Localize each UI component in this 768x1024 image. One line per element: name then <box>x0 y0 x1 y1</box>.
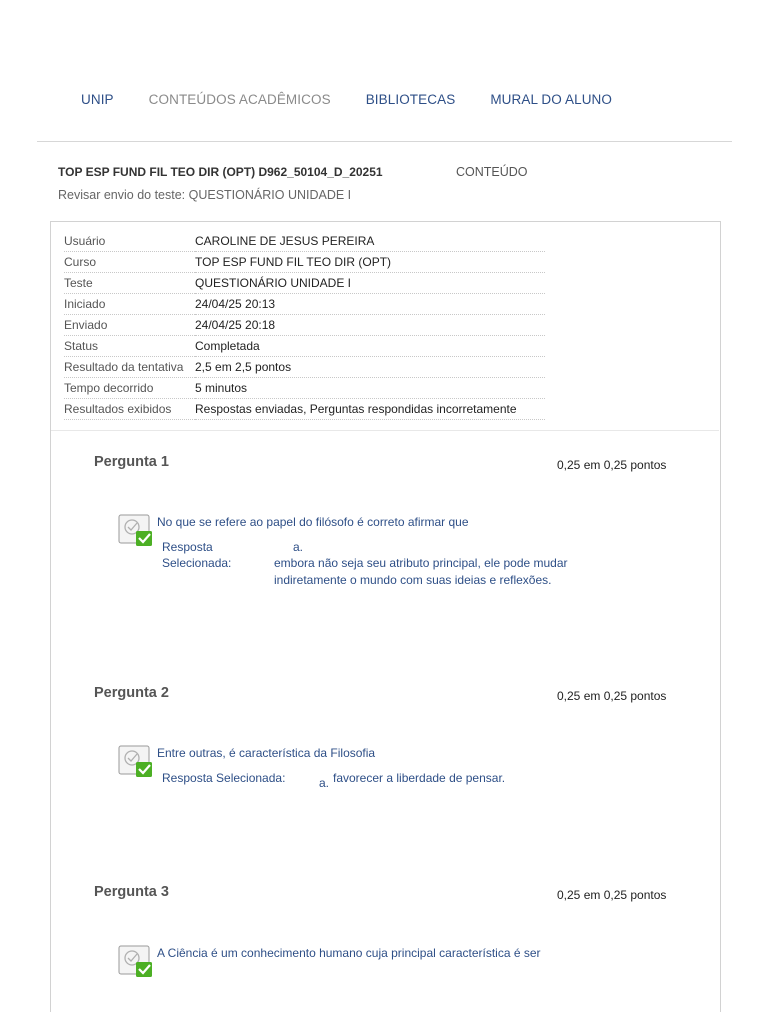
info-row <box>64 273 545 294</box>
info-row <box>64 336 545 357</box>
info-label: Tempo decorrido <box>64 378 195 399</box>
question-1-score: 0,25 em 0,25 pontos <box>557 458 667 472</box>
info-label: Curso <box>64 252 195 273</box>
info-value: Completada <box>195 336 545 357</box>
nav-bibliotecas[interactable]: BIBLIOTECAS <box>365 92 456 107</box>
info-label: Teste <box>64 273 195 294</box>
correct-answer-icon <box>118 514 152 546</box>
question-2-score: 0,25 em 0,25 pontos <box>557 689 667 703</box>
panel-divider <box>51 430 719 431</box>
info-value: QUESTIONÁRIO UNIDADE I <box>195 273 545 294</box>
question-2-title: Pergunta 2 <box>94 685 169 701</box>
info-row <box>64 315 545 336</box>
info-label: Usuário <box>64 231 195 252</box>
info-label: Iniciado <box>64 294 195 315</box>
answer-text: favorecer a liberdade de pensar. <box>333 771 506 785</box>
answer-label: Resposta <box>162 540 213 554</box>
info-value: 24/04/25 20:18 <box>195 315 545 336</box>
answer-letter: a. <box>293 540 304 554</box>
attempt-info-table <box>64 231 545 420</box>
question-1-title: Pergunta 1 <box>94 454 169 470</box>
info-value: 2,5 em 2,5 pontos <box>195 357 545 378</box>
answer-letter: a. <box>319 776 330 790</box>
course-title[interactable]: TOP ESP FUND FIL TEO DIR (OPT) D962_50104_D_20251 <box>58 165 383 179</box>
question-2-text: Entre outras, é característica da Filosofia <box>157 746 376 760</box>
nav-divider <box>37 141 732 142</box>
info-value: 24/04/25 20:13 <box>195 294 545 315</box>
correct-answer-icon <box>118 945 152 977</box>
info-label: Enviado <box>64 315 195 336</box>
page-breadcrumb: Revisar envio do teste: QUESTIONÁRIO UNIDADE I <box>58 188 352 202</box>
conteudo-link[interactable]: CONTEÚDO <box>456 165 528 179</box>
top-nav <box>81 92 647 107</box>
info-value: Respostas enviadas, Perguntas respondidas incorretamente <box>195 399 545 420</box>
question-3-text: A Ciência é um conhecimento humano cuja principal característica é ser <box>157 946 541 960</box>
info-label: Status <box>64 336 195 357</box>
question-1-text: No que se refere ao papel do filósofo é correto afirmar que <box>157 515 469 529</box>
info-value: TOP ESP FUND FIL TEO DIR (OPT) <box>195 252 545 273</box>
info-row <box>64 294 545 315</box>
nav-mural-do-aluno[interactable]: MURAL DO ALUNO <box>490 92 613 107</box>
question-3-score: 0,25 em 0,25 pontos <box>557 888 667 902</box>
answer-text: embora não seja seu atributo principal, ele pode mudar <box>274 556 568 570</box>
info-value: 5 minutos <box>195 378 545 399</box>
answer-label: Resposta Selecionada: <box>162 771 286 785</box>
answer-text: indiretamente o mundo com suas ideias e reflexões. <box>274 573 552 587</box>
nav-unip[interactable]: UNIP <box>81 92 114 107</box>
info-label: Resultado da tentativa <box>64 357 195 378</box>
info-row <box>64 399 545 420</box>
info-value: CAROLINE DE JESUS PEREIRA <box>195 231 545 252</box>
question-3-title: Pergunta 3 <box>94 884 169 900</box>
correct-answer-icon <box>118 745 152 777</box>
answer-label: Selecionada: <box>162 556 232 570</box>
info-label: Resultados exibidos <box>64 399 195 420</box>
info-row <box>64 378 545 399</box>
nav-conteudos-academicos[interactable]: CONTEÚDOS ACADÊMICOS <box>148 92 331 107</box>
info-row <box>64 231 545 252</box>
info-row <box>64 357 545 378</box>
info-row <box>64 252 545 273</box>
